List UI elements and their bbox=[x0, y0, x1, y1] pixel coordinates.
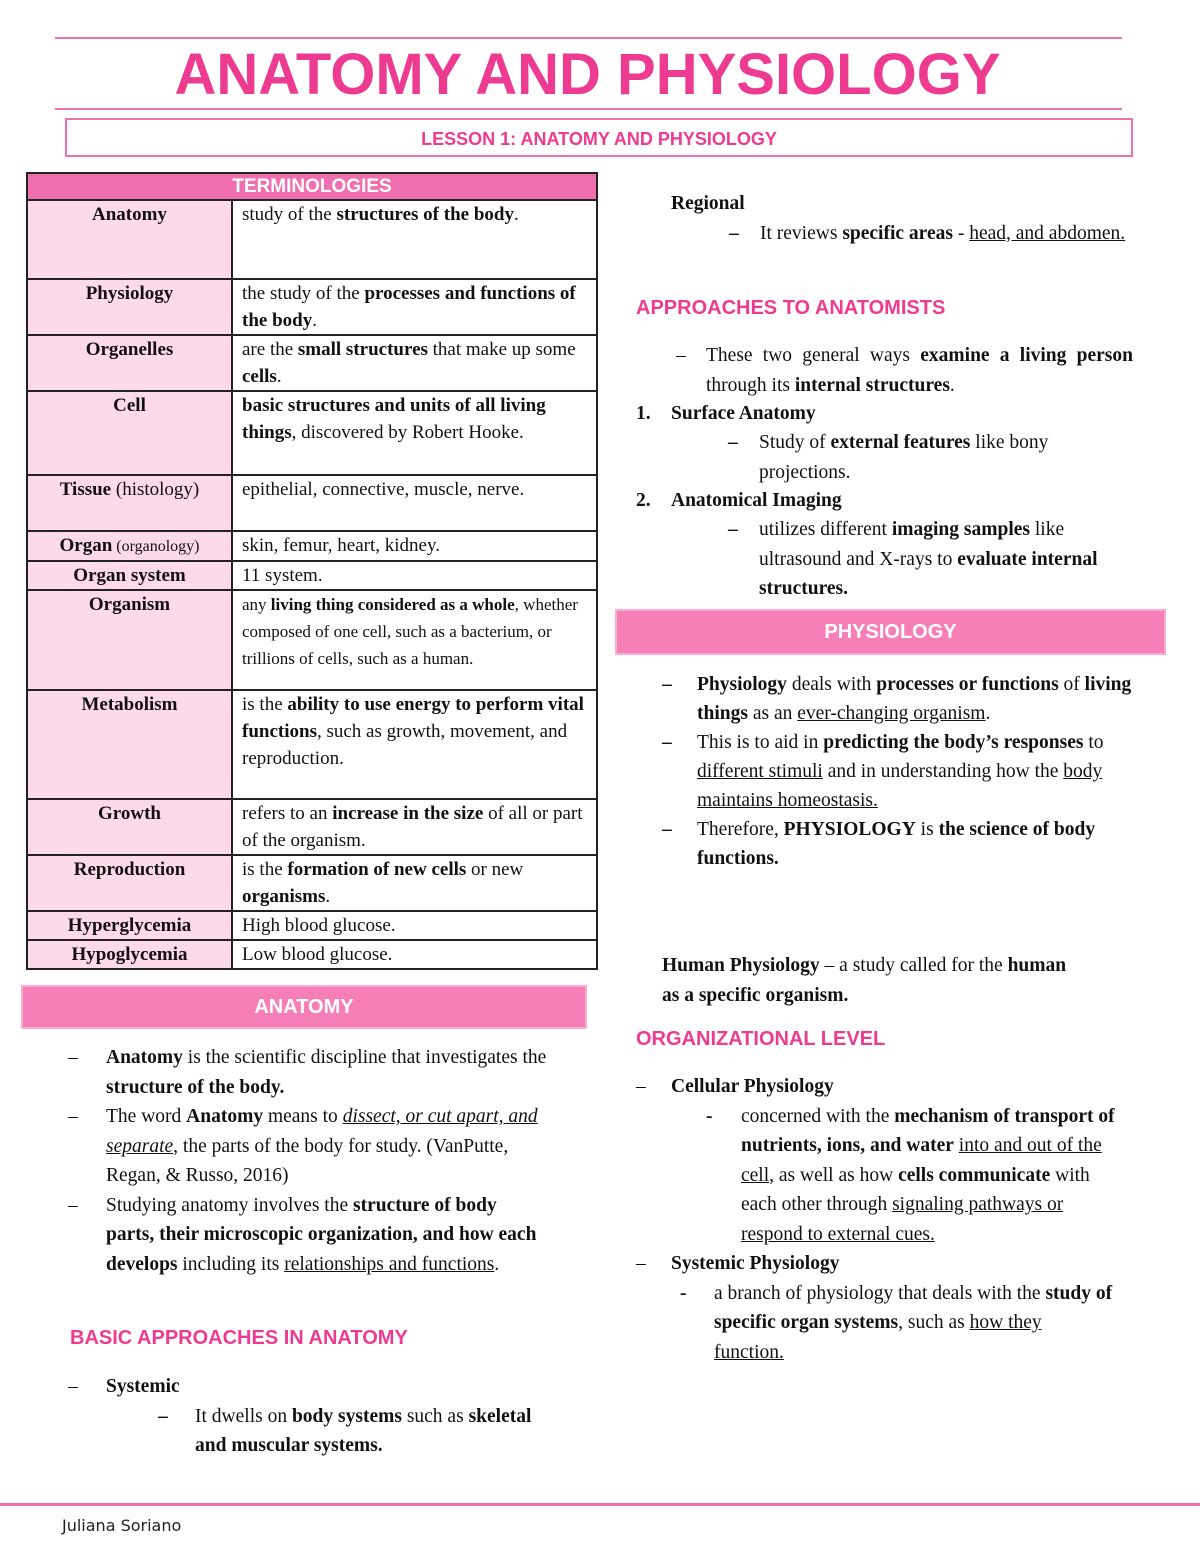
list-item: – This is to aid in predicting the body’s responses to different stimuli and in understanding how the body maintains homeostasis. bbox=[662, 732, 1104, 811]
list-item: – Systemic bbox=[68, 1376, 180, 1397]
term-cell: Physiology bbox=[27, 279, 232, 335]
list-item: – utilizes different imaging samples like ultrasound and X-rays to evaluate internal structures. bbox=[728, 519, 1098, 599]
list-item: – Anatomy is the scientific discipline that investigates the structure of the body. bbox=[68, 1047, 547, 1098]
lesson-title: LESSON 1: ANATOMY AND PHYSIOLOGY bbox=[65, 118, 1133, 157]
list-item: 2. Anatomical Imaging bbox=[636, 490, 842, 511]
term-cell: Organelles bbox=[27, 335, 232, 391]
list-item: Regional bbox=[671, 193, 745, 214]
list-item: – Cellular Physiology bbox=[636, 1076, 834, 1097]
list-item: – Physiology deals with processes or functions of living things as an ever-changing organism. bbox=[662, 674, 1132, 724]
definition-cell: the study of the processes and functions of the body. bbox=[232, 279, 597, 335]
title-divider bbox=[55, 108, 1122, 110]
definition-cell: High blood glucose. bbox=[232, 911, 597, 940]
term-cell: Anatomy bbox=[27, 200, 232, 279]
term-cell: Organ system bbox=[27, 561, 232, 590]
terminology-header: TERMINOLOGIES bbox=[27, 173, 597, 200]
list-item: - concerned with the mechanism of transport of nutrients, ions, and water into and out of the cell, as well as how cells communicate with each other through signaling pathways or respond to external cues. bbox=[706, 1105, 1115, 1245]
list-item: – Systemic Physiology bbox=[636, 1253, 840, 1274]
list-item: – Therefore, PHYSIOLOGY is the science of body functions. bbox=[662, 819, 1096, 869]
table-row bbox=[27, 200, 597, 279]
list-item: – These two general ways examine a living person through its internal structures. bbox=[676, 345, 1133, 396]
term-cell: Hyperglycemia bbox=[27, 911, 232, 940]
anatomists-list bbox=[636, 341, 1133, 604]
term-cell: Growth bbox=[27, 799, 232, 855]
footer-author: Juliana Soriano bbox=[62, 1516, 182, 1535]
table-row bbox=[27, 590, 597, 690]
table-row bbox=[27, 279, 597, 335]
physiology-bullets bbox=[662, 670, 1132, 873]
table-row bbox=[27, 561, 597, 590]
table-row bbox=[27, 335, 597, 391]
term-cell: Metabolism bbox=[27, 690, 232, 799]
table-row bbox=[27, 911, 597, 940]
list-item: – Study of external features like bony projections. bbox=[728, 432, 1049, 483]
table-row bbox=[27, 690, 597, 799]
anatomy-bullets bbox=[68, 1043, 548, 1279]
organizational-level-heading: ORGANIZATIONAL LEVEL bbox=[636, 1028, 886, 1050]
physiology-banner: PHYSIOLOGY bbox=[615, 609, 1166, 655]
table-row bbox=[27, 475, 597, 531]
table-row bbox=[27, 531, 597, 561]
table-row bbox=[27, 391, 597, 475]
term-cell: Reproduction bbox=[27, 855, 232, 911]
approaches-anatomists-heading: APPROACHES TO ANATOMISTS bbox=[636, 297, 946, 319]
definition-cell: skin, femur, heart, kidney. bbox=[232, 531, 597, 561]
definition-cell: 11 system. bbox=[232, 561, 597, 590]
list-item: – It reviews specific areas - head, and abdomen. bbox=[729, 222, 1126, 244]
term-cell: Organism bbox=[27, 590, 232, 690]
human-physiology: Human Physiology – a study called for the human as a specific organism. bbox=[662, 955, 1067, 1006]
definition-cell: epithelial, connective, muscle, nerve. bbox=[232, 475, 597, 531]
table-row bbox=[27, 799, 597, 855]
list-item: - a branch of physiology that deals with the study of specific organ systems, such as how they function. bbox=[680, 1282, 1113, 1363]
organizational-list bbox=[636, 1072, 1133, 1367]
list-item: – Studying anatomy involves the structure of body parts, their microscopic organization, and how each develops including its relationships and functions. bbox=[68, 1194, 537, 1275]
table-row bbox=[27, 940, 597, 969]
footer-divider bbox=[0, 1503, 1200, 1506]
term-cell: Tissue (histology) bbox=[27, 475, 232, 531]
definition-cell: study of the structures of the body. bbox=[232, 200, 597, 279]
definition-cell: is the ability to use energy to perform vital functions, such as growth, movement, and reproduction. bbox=[232, 690, 597, 799]
table-row bbox=[27, 855, 597, 911]
regional-approach bbox=[671, 189, 1133, 248]
definition-cell: basic structures and units of all living things, discovered by Robert Hooke. bbox=[232, 391, 597, 475]
term-cell: Organ (organology) bbox=[27, 531, 232, 561]
systemic-approach bbox=[68, 1372, 548, 1461]
definition-cell: is the formation of new cells or new organisms. bbox=[232, 855, 597, 911]
term-cell: Hypoglycemia bbox=[27, 940, 232, 969]
definition-cell: refers to an increase in the size of all or part of the organism. bbox=[232, 799, 597, 855]
anatomy-banner: ANATOMY bbox=[21, 985, 587, 1029]
list-item: 1. Surface Anatomy bbox=[636, 403, 816, 424]
definition-cell: any living thing considered as a whole, whether composed of one cell, such as a bacterium, or trillions of cells, such as a human. bbox=[232, 590, 597, 690]
list-item: – The word Anatomy means to dissect, or cut apart, and separate, the parts of the body for study. (VanPutte, Regan, & Russo, 2016) bbox=[68, 1106, 538, 1186]
term-cell: Cell bbox=[27, 391, 232, 475]
definition-cell: are the small structures that make up some cells. bbox=[232, 335, 597, 391]
basic-approaches-heading: BASIC APPROACHES IN ANATOMY bbox=[70, 1327, 408, 1349]
terminology-table bbox=[26, 172, 598, 970]
list-item: – It dwells on body systems such as skeletal and muscular systems. bbox=[158, 1405, 532, 1456]
top-divider bbox=[55, 37, 1122, 39]
page-title: ANATOMY AND PHYSIOLOGY bbox=[174, 42, 1001, 107]
definition-cell: Low blood glucose. bbox=[232, 940, 597, 969]
